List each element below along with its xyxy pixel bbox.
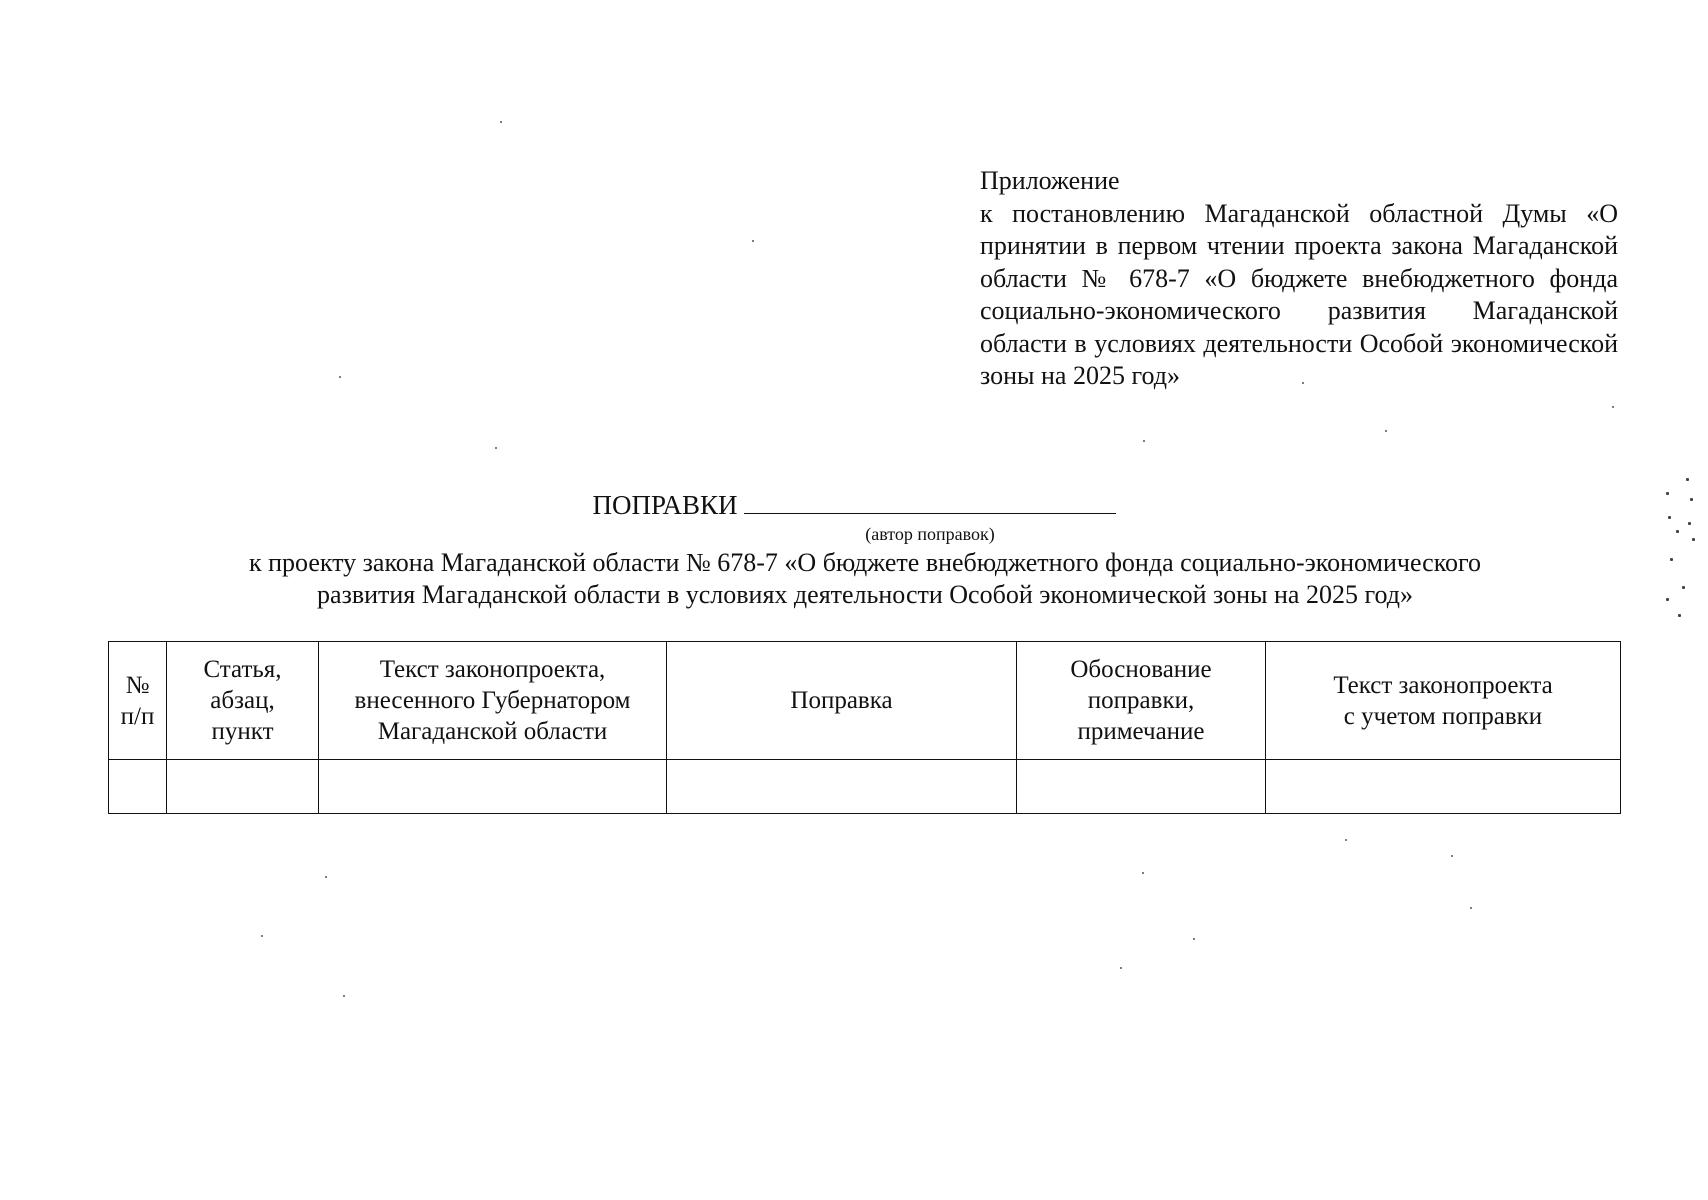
scan-speck: [1345, 839, 1347, 841]
amendments-heading: [0, 488, 1708, 522]
cell-article: [167, 760, 319, 814]
scan-speck: [1612, 406, 1614, 408]
scan-speck: [1451, 855, 1453, 857]
scan-speck: [500, 121, 502, 123]
amendments-subtitle: [60, 547, 1670, 611]
scan-speck: [343, 995, 345, 997]
scan-edge-marks: [1664, 468, 1704, 638]
subtitle-line-2: развития Магаданской области в условиях деятельности Особой экономической зоны на 2025 год»: [317, 580, 1413, 609]
appendix-block: [980, 165, 1618, 393]
scan-speck: [1302, 382, 1304, 384]
table-row: [109, 760, 1621, 814]
scan-speck: [1385, 430, 1387, 432]
scan-speck: [339, 376, 341, 378]
scan-speck: [495, 447, 497, 449]
col-header-justification: Обоснование поправки, примечание: [1017, 642, 1266, 760]
cell-bill-text: [319, 760, 667, 814]
cell-number: [109, 760, 167, 814]
col-header-bill-text: Текст законопроекта, внесенного Губернатором Магаданской области: [319, 642, 667, 760]
table-header-row: [109, 642, 1621, 760]
col-header-number: № п/п: [109, 642, 167, 760]
appendix-title: Приложение: [980, 166, 1120, 195]
scan-speck: [1193, 938, 1195, 940]
col-header-amendment: Поправка: [667, 642, 1017, 760]
amendments-title: ПОПРАВКИ: [592, 490, 738, 520]
scan-speck: [325, 876, 327, 878]
author-blank-line: [744, 489, 1116, 514]
scan-speck: [261, 935, 263, 937]
scan-speck: [1142, 872, 1144, 874]
amendments-table: [108, 641, 1621, 814]
cell-amendment: [667, 760, 1017, 814]
scan-speck: [1120, 967, 1122, 969]
scan-speck: [1470, 907, 1472, 909]
subtitle-line-1: к проекту закона Магаданской области № 678-7 «О бюджете внебюджетного фонда социально-экономического: [248, 548, 1482, 577]
col-header-amended-text: Текст законопроекта с учетом поправки: [1266, 642, 1621, 760]
appendix-text: к постановлению Магаданской областной Думы «О принятии в первом чтении проекта закона Магаданской области № 678-7 «О бюджете внебюджетного фонда социально-экономического развития Магаданской области в условиях деятельности Особой экономической зоны на 2025 год»: [980, 198, 1618, 390]
cell-amended-text: [1266, 760, 1621, 814]
cell-justification: [1017, 760, 1266, 814]
col-header-article: Статья, абзац, пункт: [167, 642, 319, 760]
author-caption: (автор поправок): [865, 524, 995, 544]
scan-speck: [1143, 440, 1145, 442]
scan-speck: [752, 240, 754, 242]
